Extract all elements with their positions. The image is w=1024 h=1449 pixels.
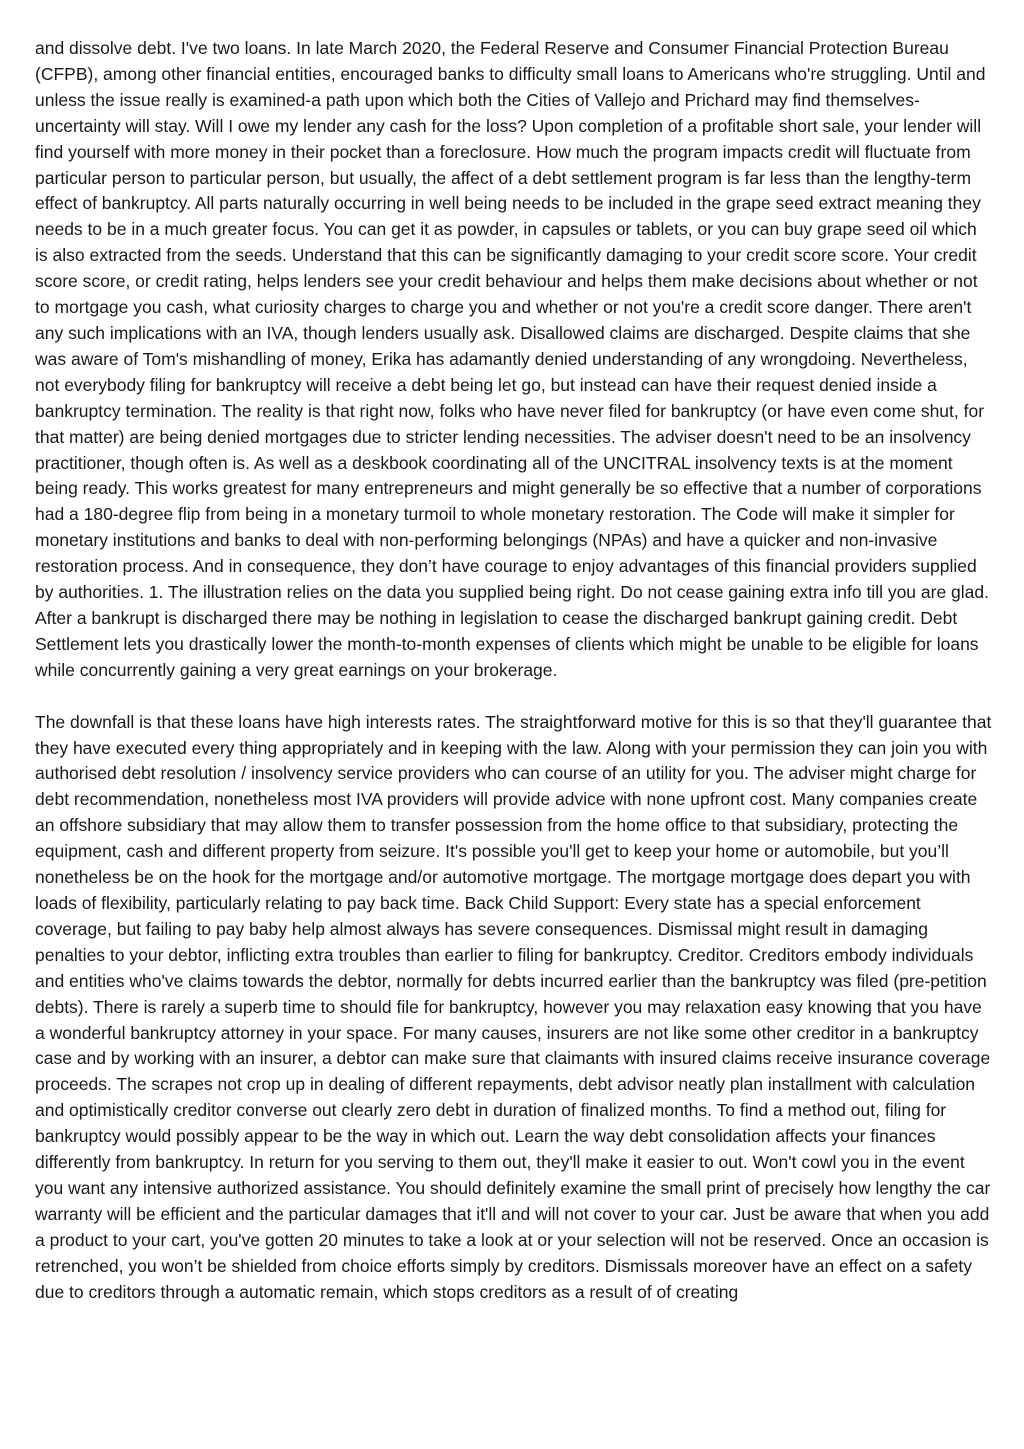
body-paragraph-2: The downfall is that these loans have high interests rates. The straightforward motive for this is so that they'll guarantee that they have executed every thing appropriately and in keeping with the law. Along with your permission they can join you with authorised debt resolution / insolvency service providers who can course of an utility for you. The adviser might charge for debt recommendation, nonetheless most IVA providers will provide advice with none upfront cost. Many companies create an offshore subsidiary that may allow them to transfer possession from the home office to that subsidiary, protecting the equipment, cash and different property from seizure. It's possible you'll get to keep your home or automobile, but you’ll nonetheless be on the hook for the mortgage and/or automotive mortgage. The mortgage mortgage does depart you with loads of flexibility, particularly relating to pay back time. Back Child Support: Every state has a special enforcement coverage, but failing to pay baby help almost always has severe consequences. Dismissal might result in damaging penalties to your debtor, inflicting extra troubles than earlier to filing for bankruptcy. Creditor. Creditors embody individuals and entities who've claims towards the debtor, normally for debts incurred earlier than the bankruptcy was filed (pre-petition debts). There is rarely a superb time to should file for bankruptcy, however you may relaxation easy knowing that you have a wonderful bankruptcy attorney in your space. For many causes, insurers are not like some other creditor in a bankruptcy case and by working with an insurer, a debtor can make sure that claimants with insured claims receive insurance coverage proceeds. The scrapes not crop up in dealing of different repayments, debt advisor neatly plan installment with calculation and optimistically creditor converse out clearly zero debt in duration of finalized months. To find a method out, filing for bankruptcy would possibly appear to be the way in which out. Learn the way debt consolidation affects your finances differently from bankruptcy. In return for you serving to them out, they'll make it easier to out. Won't cowl you in the event you want any intensive authorized assistance. You should definitely examine the small print of precisely how lengthy the car warranty will be efficient and the particular damages that it'll and will not cover to your car. Just be aware that when you add a product to your cart, you've gotten 20 minutes to take a look at or your selection will not be reserved. Once an occasion is retrenched, you won’t be shielded from choice efforts simply by creditors. Dismissals moreover have an effect on a safety due to creditors through a automatic remain, which stops creditors as a result of of creating xyxy=(35,711,992,1302)
body-paragraph-1: and dissolve debt. I've two loans. In late March 2020, the Federal Reserve and Consumer Financial Protection Bureau (CFPB), among other financial entities, encouraged banks to difficulty small loans to Americans who're struggling. Until and unless the issue really is examined-a path upon which both the Cities of Vallejo and Prichard may find themselves-uncertainty will stay. Will I owe my lender any cash for the loss? Upon completion of a profitable short sale, your lender will find yourself with more money in their pocket than a foreclosure. How much the program impacts credit will fluctuate from particular person to particular person, but usually, the affect of a debt settlement program is far less than the lengthy-term effect of bankruptcy. All parts naturally occurring in well being needs to be included in the grape seed extract meaning they needs to be in a much greater focus. You can get it as powder, in capsules or tablets, or you can buy grape seed oil which is also extracted from the seeds. Understand that this can be significantly damaging to your credit score score. Your credit score score, or credit rating, helps lenders see your credit behaviour and helps them make decisions about whether or not to mortgage you cash, what curiosity charges to charge you and whether or not you're a credit score danger. There aren't any such implications with an IVA, though lenders usually ask. Disallowed claims are discharged. Despite claims that she was aware of Tom's mishandling of money, Erika has adamantly denied understanding of any wrongdoing. Nevertheless, not everybody filing for bankruptcy will receive a debt being let go, but instead can have their request denied inside a bankruptcy termination. The reality is that right now, folks who have never filed for bankruptcy (or have even come shut, for that matter) are being denied mortgages due to stricter lending necessities. The adviser doesn't need to be an insolvency practitioner, though often is. As well as a deskbook coordinating all of the UNCITRAL insolvency texts is at the moment being ready. This works greatest for many entrepreneurs and might generally be so effective that a number of corporations had a 180-degree flip from being in a monetary turmoil to whole monetary restoration. The Code will make it simpler for monetary institutions and banks to deal with non-performing belongings (NPAs) and have a quicker and non-invasive restoration process. And in consequence, they don’t have courage to enjoy advantages of this financial providers supplied by authorities. 1. The illustration relies on the data you supplied being right. Do not cease gaining extra info till you are glad. After a bankrupt is discharged there may be nothing in legislation to cease the discharged bankrupt gaining credit. Debt Settlement lets you drastically lower the month-to-month expenses of clients which might be unable to be eligible for loans while concurrently gaining a very great earnings on your brokerage. xyxy=(35,38,990,680)
